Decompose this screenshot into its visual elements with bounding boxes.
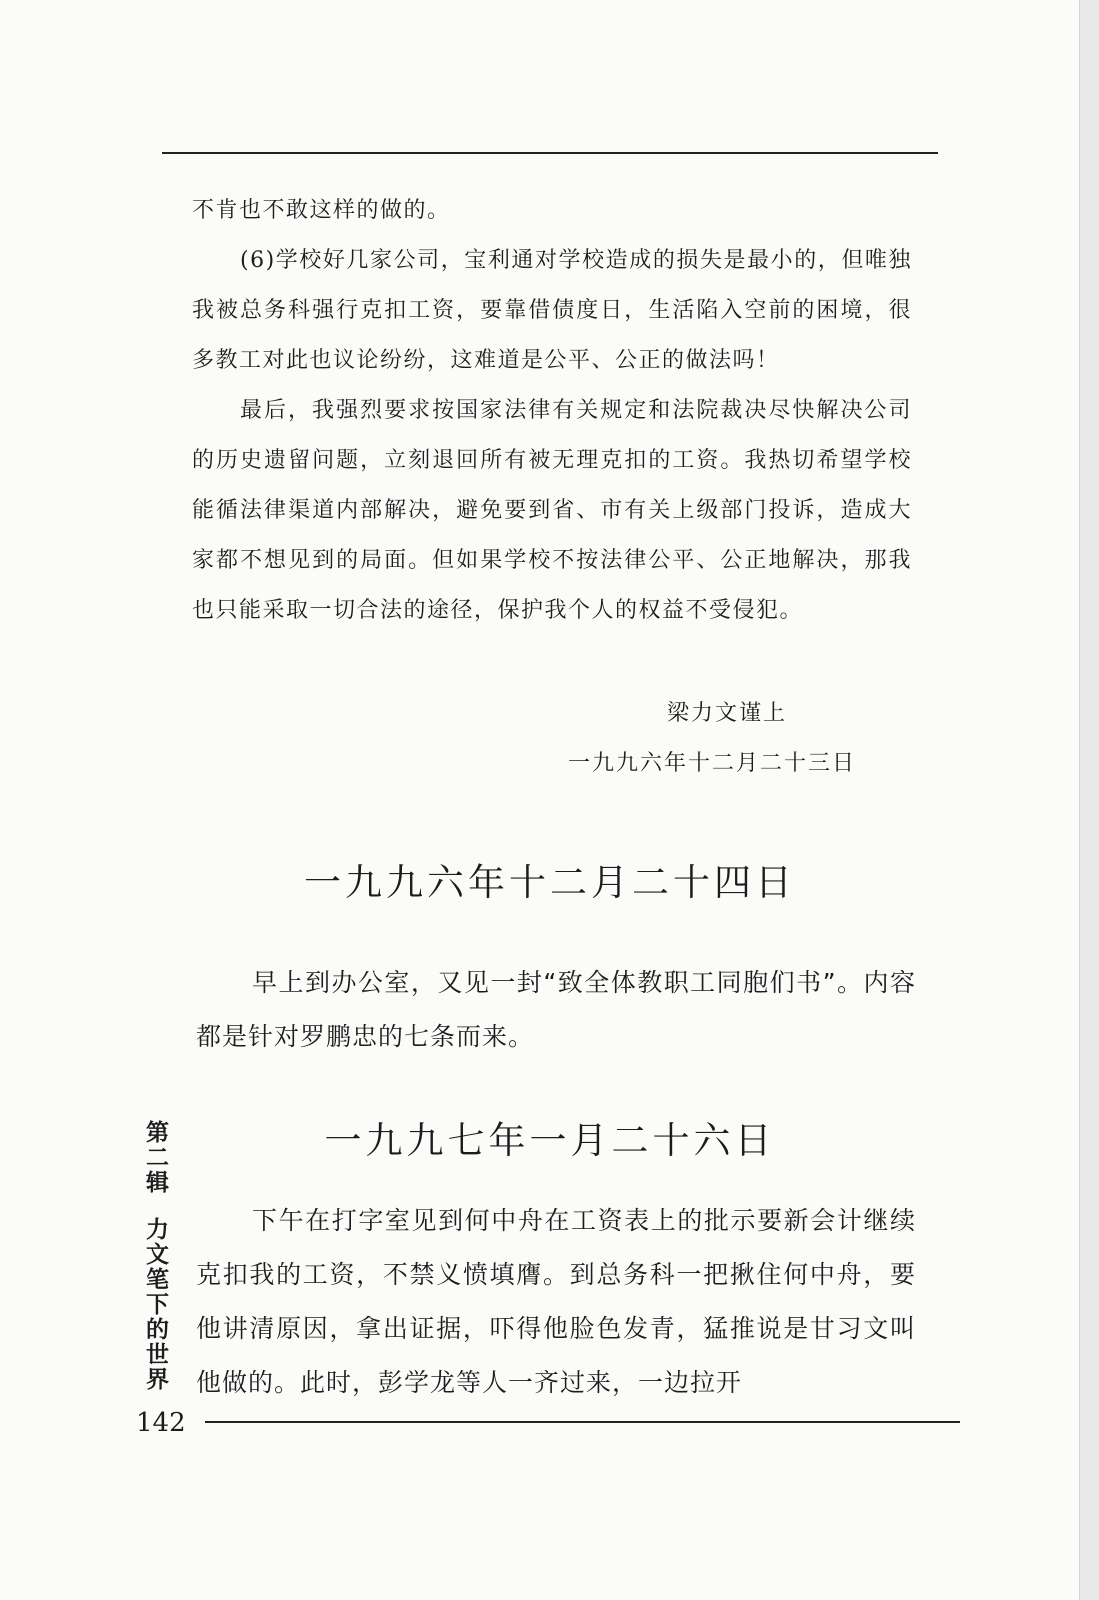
paragraph-item-6: (6)学校好几家公司，宝利通对学校造成的损失是最小的，但唯独我被总务科强行克扣工资，要靠借债度日，生活陷入空前的困境，很多教工对此也议论纷纷，这难道是公平、公正的做法吗！ bbox=[192, 248, 912, 373]
running-title bbox=[140, 1120, 168, 1392]
paragraph-continuation: 不肯也不敢这样的做的。 bbox=[192, 198, 451, 223]
page-number: 142 bbox=[136, 1408, 186, 1438]
entry-heading-1997-01-26: 一九九七年一月二十六日 bbox=[324, 1119, 776, 1162]
page-edge bbox=[1079, 0, 1099, 1600]
header-rule bbox=[162, 152, 938, 154]
entry-heading-1996-12-24: 一九九六年十二月二十四日 bbox=[304, 861, 796, 904]
running-book-title: 力文笔下的世界 bbox=[142, 1217, 168, 1392]
signature-date: 一九九六年十二月二十三日 bbox=[568, 751, 857, 776]
paragraph-closing: 最后，我强烈要求按国家法律有关规定和法院裁决尽快解决公司的历史遗留问题，立刻退回所有被无理克扣的工资。我热切希望学校能循法律渠道内部解决，避免要到省、市有关上级部门投诉，造成大家都不想见到的局面。但如果学校不按法律公平、公正地解决，那我也只能采取一切合法的途径，保护我个人的权益不受侵犯。 bbox=[192, 398, 912, 623]
entry-text-1997-01-26: 下午在打字室见到何中舟在工资表上的批示要新会计继续克扣我的工资，不禁义愤填膺。到总务科一把揪住何中舟，要他讲清原因，拿出证据，吓得他脸色发青，猛推说是甘习文叫他做的。此时，彭学龙等人一齐过来，一边拉开 bbox=[196, 1206, 916, 1397]
running-section: 第二辑 bbox=[142, 1120, 168, 1195]
entry-text-1996-12-24: 早上到办公室，又见一封“致全体教职工同胞们书”。内容都是针对罗鹏忠的七条而来。 bbox=[196, 968, 916, 1051]
signature-name: 梁力文谨上 bbox=[667, 701, 788, 726]
footer-rule bbox=[205, 1421, 960, 1423]
